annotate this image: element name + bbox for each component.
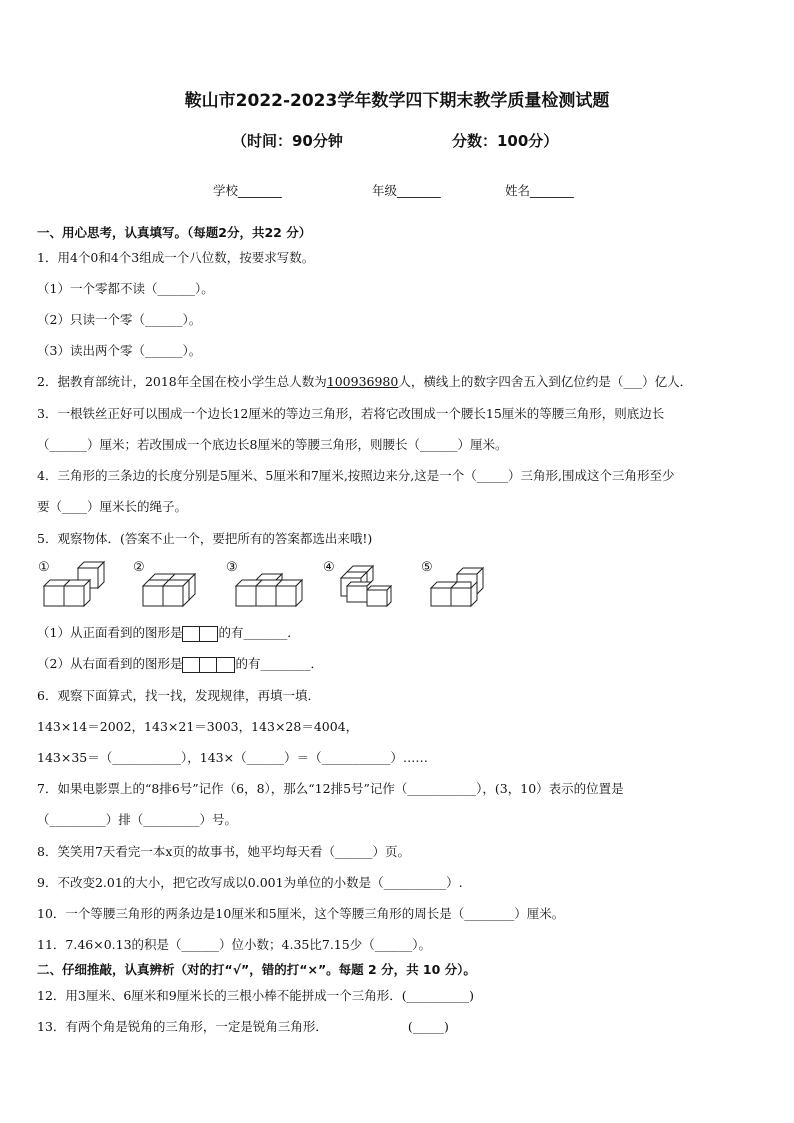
question-2 <box>37 374 692 390</box>
question-4-line-2: 要（____）厘米长的绳子。 <box>37 499 188 514</box>
question-1a: （1）一个零都不读（______）。 <box>37 281 214 296</box>
question-13 <box>37 1019 449 1035</box>
question-2-text-end: 人，横线上的数字四舍五入到亿位约是（___）亿人． <box>398 374 693 389</box>
question-6-line-2: 143×35＝（___________），143×（______）＝（___________）…… <box>37 750 428 765</box>
question-10: 10．一个等腰三角形的两条边是10厘米和5厘米，这个等腰三角形的周长是（________）厘米。 <box>37 906 565 921</box>
figure-3-cubes <box>226 560 306 610</box>
question-6-line-1: 143×14＝2002，143×21＝3003，143×28＝4004， <box>37 719 359 734</box>
question-5b-answer: 的有________． <box>235 656 323 671</box>
section-1-heading: 一、用心思考，认真填写。（每题2分，共22 分） <box>37 225 312 240</box>
question-13-text: 13．有两个角是锐角的三角形，一定是锐角三角形． <box>37 1019 328 1034</box>
question-6: 6．观察下面算式，找一找，发现规律，再填一填． <box>37 688 320 703</box>
question-12: 12．用3厘米、6厘米和9厘米长的三根小棒不能拼成一个三角形．(__________) <box>37 988 475 1003</box>
exam-time: （时间：90分钟 <box>232 132 343 150</box>
question-3-line-2: （______）厘米；若改围成一个底边长8厘米的等腰三角形，则腰长（______）厘米。 <box>37 437 508 452</box>
school-field: 学校_______ <box>213 183 282 198</box>
name-field: 姓名_______ <box>505 183 574 198</box>
figure-4-label: ④ <box>323 560 335 575</box>
figure-2-label: ② <box>133 560 145 575</box>
figure-5-label: ⑤ <box>421 560 433 575</box>
figure-4-cubes <box>323 560 398 610</box>
question-11: 11．7.46×0.13的积是（______）位小数；4.35比7.15少（______）。 <box>37 937 431 952</box>
question-8: 8．笑笑用7天看完一本x页的故事书，她平均每天看（______）页。 <box>37 844 410 859</box>
page-title: 鞍山市2022-2023学年数学四下期末教学质量检测试题 <box>184 91 610 111</box>
question-5b <box>37 656 323 673</box>
two-square-shape <box>182 626 218 642</box>
figure-3-label: ③ <box>226 560 238 575</box>
question-13-blank: (_____) <box>407 1019 449 1034</box>
question-5b-text: （2）从右面看到的图形是 <box>37 656 183 671</box>
question-1: 1．用4个0和4个3组成一个八位数，按要求写数。 <box>37 250 315 265</box>
three-square-shape <box>182 657 235 673</box>
figure-1-cubes <box>38 560 113 610</box>
question-1c: （3）读出两个零（______）。 <box>37 343 202 358</box>
question-7-line-2: （_________）排（_________）号。 <box>37 812 238 827</box>
figure-2-cubes <box>133 560 208 610</box>
section-2-heading: 二、仔细推敲，认真辨析（对的打“√”，错的打“×”。每题 2 分，共 10 分）。 <box>37 962 476 977</box>
figure-1-label: ① <box>38 560 50 575</box>
question-9: 9．不改变2.01的大小，把它改写成以0.001为单位的小数是（__________）. <box>37 875 463 890</box>
question-7-line-1: 7．如果电影票上的“8排6号”记作（6，8），那么“12排5号”记作（___________），(3，10）表示的位置是 <box>37 781 624 796</box>
question-5: 5．观察物体．(答案不止一个，要把所有的答案都选出来哦!) <box>37 531 373 546</box>
question-5a <box>37 625 300 642</box>
question-2-text-start: 2．据教育部统计，2018年全国在校小学生总人数为 <box>37 374 327 389</box>
question-5a-answer: 的有_______． <box>218 625 300 640</box>
question-1b: （2）只读一个零（______）。 <box>37 312 202 327</box>
figure-5-cubes <box>421 560 496 610</box>
question-4-line-1: 4．三角形的三条边的长度分别是5厘米、5厘米和7厘米,按照边来分,这是一个（_____）三角形,围成这个三角形至少 <box>37 468 675 483</box>
exam-score: 分数：100分） <box>452 132 559 150</box>
question-3-line-1: 3．一根铁丝正好可以围成一个边长12厘米的等边三角形，若将它改围成一个腰长15厘米的等腰三角形，则底边长 <box>37 406 665 421</box>
question-5a-text: （1）从正面看到的图形是 <box>37 625 183 640</box>
grade-field: 年级_______ <box>372 183 441 198</box>
question-2-number: 100936980 <box>326 374 399 389</box>
